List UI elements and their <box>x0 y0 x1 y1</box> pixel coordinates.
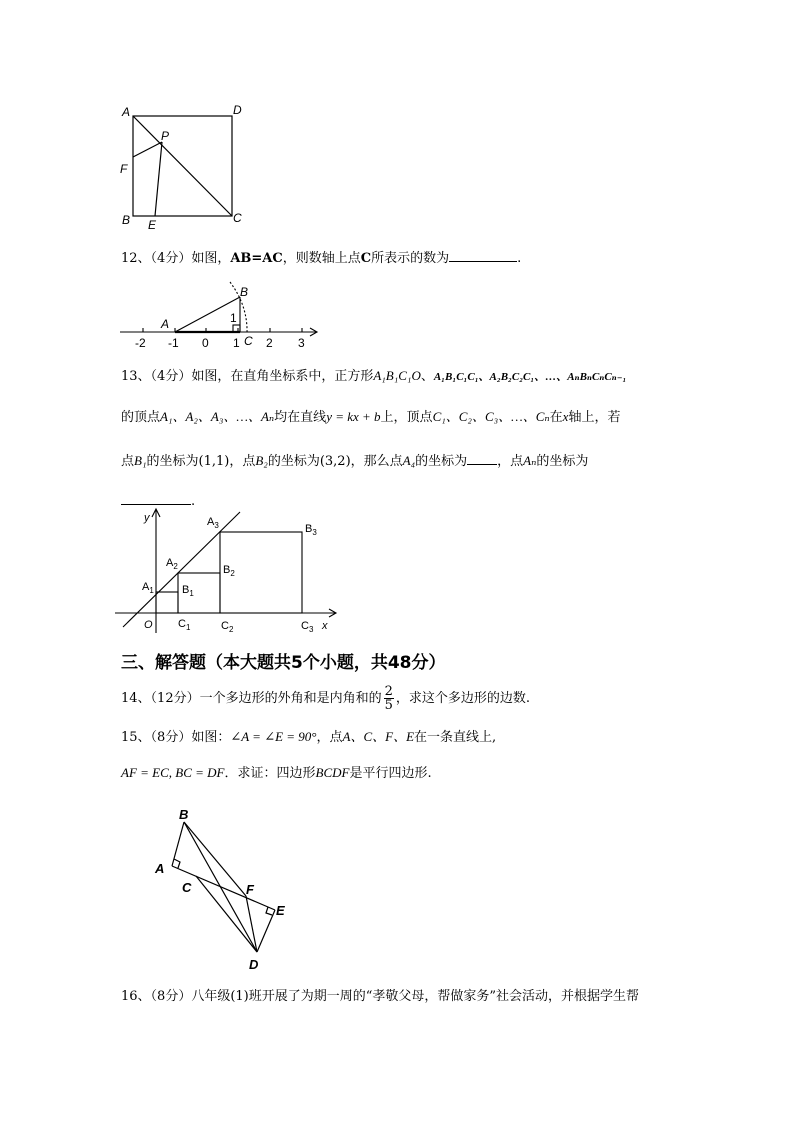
question-14 <box>121 684 530 714</box>
q13-an: Aₙ <box>523 453 537 468</box>
q12-prefix: 12、（4分）如图， <box>121 251 231 266</box>
label-a: A <box>161 317 170 331</box>
q13-text: ，点 <box>497 454 524 469</box>
svg-text:C3 <box>301 620 314 634</box>
tick-label: 2 <box>266 336 273 350</box>
q13-square1: A₁B₁C₁O <box>373 368 421 383</box>
label-b1: B <box>182 584 190 596</box>
q15-angle: ∠A = ∠E = 90° <box>230 729 317 744</box>
q13-text: 的坐标为 <box>415 454 468 469</box>
fraction-numerator: 2 <box>384 684 393 699</box>
svg-text:A3 <box>207 516 219 530</box>
q12-point: C <box>360 251 372 266</box>
label-c2: C <box>221 620 229 632</box>
label-c1: C <box>178 618 186 630</box>
q13-text: 的顶点 <box>121 410 161 425</box>
q13-b1: B₁ <box>134 453 147 468</box>
svg-text:B2 <box>223 564 235 578</box>
sub-b1: 1 <box>189 589 194 598</box>
answer-blank-12[interactable] <box>449 249 517 262</box>
label-d: D <box>233 103 242 117</box>
svg-text:A2 <box>166 557 178 571</box>
q13-text: 均在直线 <box>274 410 327 425</box>
sub-b2: 2 <box>230 569 235 578</box>
fraction-denominator: 5 <box>384 698 393 713</box>
label-d: D <box>249 957 259 972</box>
label-o: O <box>144 619 153 631</box>
square-1 <box>156 592 178 613</box>
q13-text: 的坐标为 <box>146 454 199 469</box>
question-13-line3 <box>121 452 588 471</box>
sub-a2: 2 <box>173 562 178 571</box>
sub-a3: 3 <box>214 521 219 530</box>
q13-vertices: A₁、A₂、A₃、…、Aₙ <box>160 409 275 424</box>
label-a3: A <box>207 516 215 528</box>
svg-text:A1 <box>142 581 154 595</box>
q13-b2: B₂ <box>255 453 268 468</box>
tick-label: 3 <box>298 336 305 350</box>
q13-equation: y = kx + b <box>326 409 381 424</box>
q14-prefix: 14、（12分）一个多边形的外角和是内角和的 <box>121 691 382 706</box>
q13-text: 点 <box>121 454 135 469</box>
q13-text: 上，顶点 <box>380 410 433 425</box>
section-heading: 三、解答题（本大题共5个小题，共48分） <box>121 653 446 673</box>
parallelogram-figure <box>145 805 305 975</box>
segment-pe <box>155 142 162 216</box>
label-one: 1 <box>230 311 237 325</box>
q12-suffix: 所表示的数为 <box>371 251 450 266</box>
label-a: A <box>122 105 131 119</box>
q15-text: ，点 <box>316 730 343 745</box>
label-b: B <box>240 285 249 299</box>
label-x: x <box>322 620 328 632</box>
q13-c-points: C₁、C₂、C₃、…、Cₙ <box>432 409 550 424</box>
tick-label: 1 <box>233 336 240 350</box>
q15-condition: AF = EC, BC = DF <box>121 765 225 780</box>
q15-text: ．求证：四边形 <box>224 766 316 781</box>
label-e: E <box>276 903 285 918</box>
q12-end: . <box>517 251 522 266</box>
svg-text:C1 <box>178 618 191 632</box>
label-b2: B <box>223 564 231 576</box>
q13-axis: x <box>562 409 569 424</box>
question-13-line2 <box>121 408 620 427</box>
number-line-figure <box>118 278 328 353</box>
question-16: 16、（8分）八年级(1)班开展了为期一周的“孝敬父母，帮做家务”社会活动，并根据学生帮 <box>121 989 640 1004</box>
svg-text:B1 <box>182 584 194 598</box>
q13-end: . <box>191 494 196 509</box>
label-f: F <box>246 882 254 897</box>
question-15-line2 <box>121 764 432 783</box>
segment-fp <box>133 142 162 157</box>
q15-text: 在一条直线上, <box>414 730 497 745</box>
question-13-line1 <box>121 367 626 386</box>
label-c: C <box>233 211 242 225</box>
q13-text: ，那么点 <box>350 454 403 469</box>
sub-c3: 3 <box>308 625 314 634</box>
label-a1: A <box>142 581 150 593</box>
question-12 <box>121 249 521 268</box>
square-figure <box>110 100 250 235</box>
label-b: B <box>179 807 189 822</box>
label-c: C <box>244 334 253 348</box>
label-f: F <box>120 162 128 176</box>
sub-a1: 1 <box>149 586 154 595</box>
q13-text: 的坐标为 <box>536 454 589 469</box>
sub-c1: 1 <box>185 623 191 632</box>
svg-text:B3 <box>305 523 317 537</box>
label-c: C <box>182 880 192 895</box>
svg-text:C2 <box>221 620 234 634</box>
sub-c2: 2 <box>228 625 234 634</box>
q13-square-list: A₁B₁C₁C₁、A₂B₂C₂C₁、…、AₙBₙCₙCₙ₋₁ <box>433 371 627 383</box>
segment-ed <box>257 910 275 952</box>
q13-text: 13、（4分）如图，在直角坐标系中，正方形 <box>121 369 374 384</box>
segment-fd <box>246 896 257 952</box>
q13-text: 在 <box>549 410 563 425</box>
sub-b3: 3 <box>312 528 317 537</box>
q13-b1-coord: (1,1) <box>198 454 230 469</box>
label-a2: A <box>166 557 174 569</box>
q13-a4: A₄ <box>402 453 416 468</box>
label-a: A <box>155 861 165 876</box>
coordinate-squares-figure <box>115 505 345 635</box>
label-e: E <box>148 218 157 232</box>
fraction <box>384 685 394 712</box>
q13-text: 轴上，若 <box>568 410 621 425</box>
label-c3: C <box>301 620 309 632</box>
answer-blank-13b[interactable] <box>121 492 191 505</box>
q13-text: 、 <box>420 369 434 384</box>
q15-quadrilateral: BCDF <box>315 765 350 780</box>
q14-suffix: ，求这个多边形的边数. <box>395 691 531 706</box>
tick-label: -2 <box>135 336 146 350</box>
label-b: B <box>122 213 131 227</box>
q15-text: 15、（8分）如图： <box>121 730 231 745</box>
question-15-line1 <box>121 728 496 747</box>
q13-b2-coord: (3,2) <box>319 454 351 469</box>
q15-text: 是平行四边形. <box>349 766 432 781</box>
diagonal-ac <box>133 116 232 216</box>
q12-condition: AB=AC <box>230 251 283 266</box>
answer-blank-13a[interactable] <box>467 452 497 465</box>
label-p: P <box>161 129 170 143</box>
q13-text: ，点 <box>229 454 256 469</box>
q12-mid: ，则数轴上点 <box>282 251 361 266</box>
tick-label: -1 <box>168 336 179 350</box>
q15-points: A、C、F、E <box>342 729 415 744</box>
q13-text: 的坐标为 <box>267 454 320 469</box>
label-y: y <box>144 512 150 524</box>
label-b3: B <box>305 523 313 535</box>
tick-label: 0 <box>202 336 209 350</box>
